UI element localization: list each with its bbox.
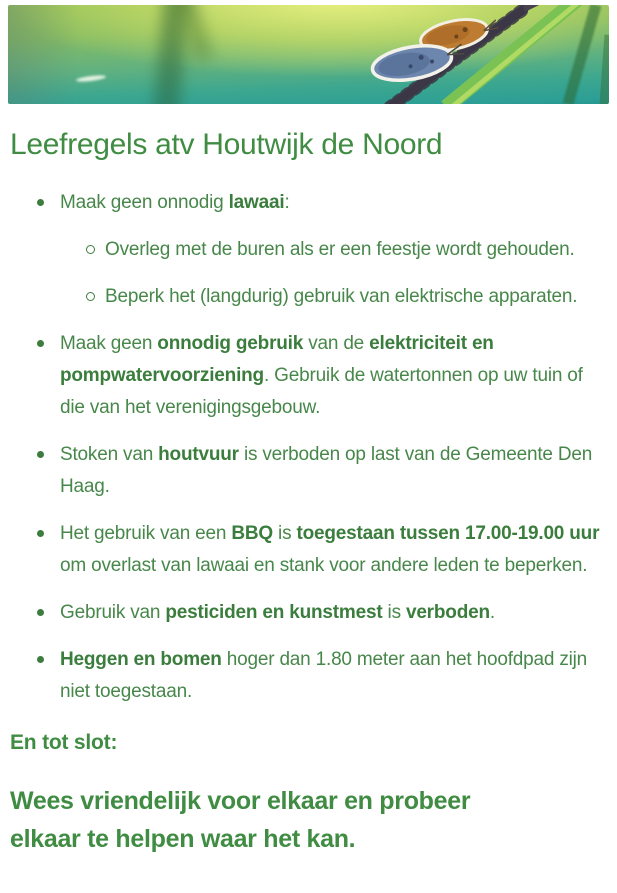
rule-text: van de — [303, 333, 370, 354]
rule-text-bold: BBQ — [231, 523, 273, 544]
rule-text: is — [272, 523, 297, 544]
rule-text-bold: lawaai — [228, 192, 285, 213]
rule-text: . Gebruik de watertonnen op uw tuin of die van het verenigingsgebouw. — [60, 365, 583, 418]
butterflies-illustration — [8, 5, 609, 104]
rule-text-bold: elektriciteit en pompwatervoorziening — [60, 333, 494, 386]
closing-message: Wees vriendelijk voor elkaar en probeer elkaar te helpen waar het kan. — [10, 787, 471, 853]
rule-text: Beperk het (langdurig) gebruik van elektrische apparaten. — [105, 286, 578, 307]
sub-rule-item — [60, 234, 605, 266]
sub-rules-list — [60, 234, 605, 313]
rule-item — [8, 187, 605, 313]
rule-text: Stoken van — [60, 444, 159, 465]
rule-text: . — [489, 602, 495, 623]
rule-text: is verboden op last van de Gemeente Den Haag. — [60, 444, 593, 497]
rule-item — [8, 644, 605, 708]
rule-item — [8, 328, 605, 424]
rule-item — [8, 518, 605, 582]
rule-text: Maak geen onnodig — [60, 192, 229, 213]
sub-rule-item — [60, 281, 605, 313]
rule-text: Gebruik van — [60, 602, 166, 623]
rule-text-bold: pesticiden en kunstmest — [165, 602, 383, 623]
closing-heading: En tot slot: — [10, 731, 118, 754]
rule-text: Overleg met de buren als er een feestje wordt gehouden. — [105, 239, 575, 260]
rule-text: om overlast van lawaai en stank voor andere leden te beperken. — [60, 555, 588, 576]
rule-text-bold: verboden — [405, 602, 490, 623]
header-image — [8, 5, 609, 104]
rule-item — [8, 597, 605, 629]
rule-text: Het gebruik van een — [60, 523, 232, 544]
rule-item — [8, 439, 605, 503]
rule-text: hoger dan 1.80 meter aan het hoofdpad zijn niet toegestaan. — [60, 649, 588, 702]
right-stems — [568, 5, 609, 104]
rule-text-bold: Heggen en bomen — [60, 649, 222, 670]
rule-text: Maak geen — [60, 333, 158, 354]
rule-text-bold: onnodig gebruik — [157, 333, 304, 354]
rule-text: : — [284, 192, 290, 213]
rule-text: is — [382, 602, 406, 623]
page-title: Leefregels atv Houtwijk de Noord — [10, 128, 443, 161]
rules-list — [8, 187, 609, 708]
rule-text-bold: toegestaan tussen 17.00-19.00 uur — [296, 523, 600, 544]
rule-text-bold: houtvuur — [158, 444, 239, 465]
